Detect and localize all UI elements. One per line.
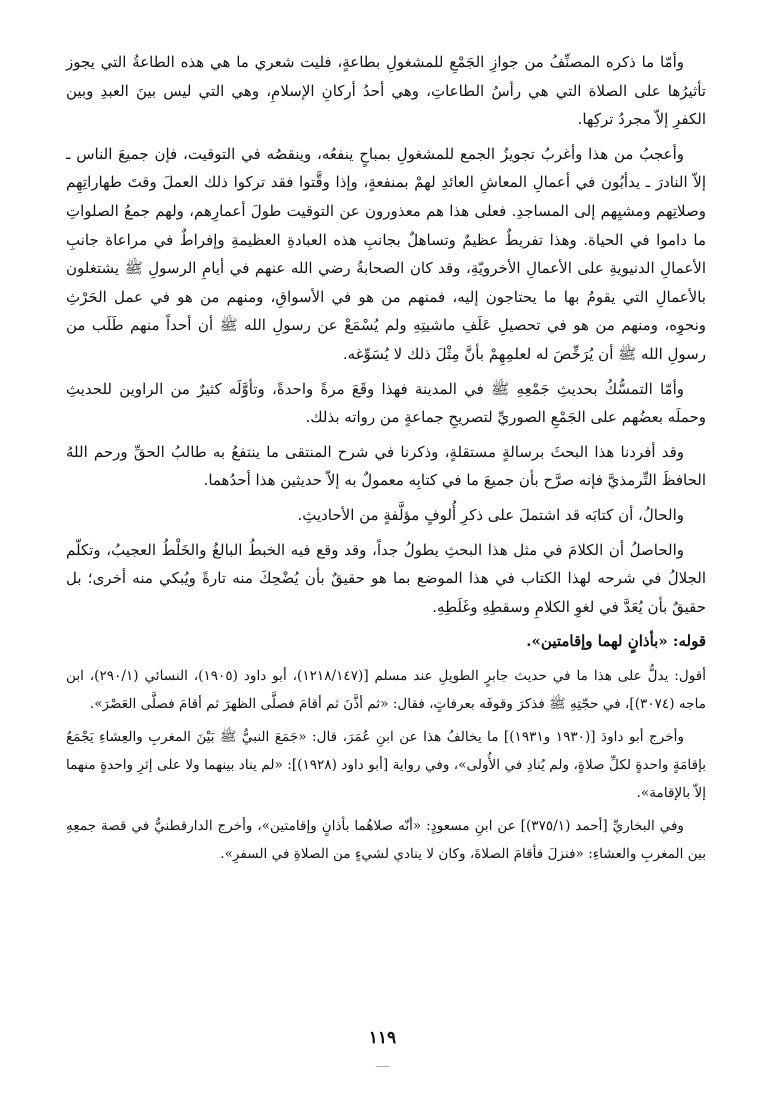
page-body bbox=[66, 48, 706, 873]
paragraph-3: وأمّا التمسُّكُ بحديثِ جَمْعِهِ ﷺ في المدينة فهذا وقَعَ مرةً واحدةً، وتأوَّلَه كثيرٌ من الراوين للحديثِ وحملَه بعضُهم على الجَمْعِ الصوريِّ لتصريحِ جماعةٍ من رواته بذلك. bbox=[66, 379, 706, 427]
page-number: ١١٩ bbox=[368, 1028, 397, 1048]
note-paragraph-3: وفي البخاريِّ [أحمد (٣٧٥/١)] عن ابنِ مسعودٍ: «أنّه صلاهُما بأذانٍ وإقامتين»، وأخرج الدارقطنيُّ في قصة جمعِهِ بين المغربِ والعشاءِ: «فنزلَ فأقامَ الصلاةَ، وكان لا ينادي لشيءٍ من الصلاةِ في السفرِ». bbox=[66, 817, 706, 862]
paragraph-5: والحالُ، أن كتابَه قد اشتملَ على ذكرِ أُلوفٍ مؤلَّفةٍ من الأحاديثِ. bbox=[297, 505, 684, 524]
note-paragraph-1: أقول: يدلُّ على هذا ما في حديث جابرٍ الطويلِ عند مسلم [(١٢١٨/١٤٧)، أبو داود (١٩٠٥)، النسائي (٢٩٠/١)، ابن ماجه (٣٠٧٤)]، في حجّتِهِ ﷺ فذكرَ وقوفَه بعرفاتٍ، فقال: «ثم أذَّنَ ثم أقامَ فصلَّى الظهرَ ثم أقامَ فصلَّى العَصْرَ». bbox=[66, 667, 707, 712]
paragraph-2: وأعجبُ من هذا وأغربُ تجويزُ الجمع للمشغولِ بمباحٍ ينفعُه، وينقصُه في التوقيت، فإن جميعَ الناس ـ إلاّ النادرَ ـ يدأبُون في أعمالِ المعاشِ العائدِ لهمْ بمنفعةٍ، وإذا وقَّتوا فقد تركوا ذلك العملَ وقتَ طهاراتِهِم وصلاتِهم ومشيِهم إلى المساجدِ. فعلى هذا هم معذورون عن التوقيت طولَ أعمارِهم، ولهم جمعُ الصلواتِ ما داموا في الحياة. وهذا تفريطٌ عظيمٌ وتساهلٌ بجانبِ هذه العبادةِ العظيمةِ وإفراطٌ في مراعاة جانبِ الأعمالِ الدنيويةِ على الأعمالِ الأخرويّةِ، وقد كان الصحابةُ رضي الله عنهم في أيامِ الرسولِ ﷺ يشتغلون بالأعمالِ التي يقومُ بها ما يحتاجون إليه، فمنهم من هو في الأسواقِ، ومنهم من هو في عمل الحَرْثِ ونحوِه، ومنهم من هو في تحصيلِ عَلَفِ ماشيتِهِ ولم يُسْمَعْ عن رسولِ الله ﷺ أن أحداً منهم طَلَب من رسولِ الله ﷺ أن يُرَخِّصَ له لعلمِهِمْ بأنَّ مِثْلَ ذلك لا يُسَوِّغه. bbox=[66, 144, 706, 363]
note-paragraph-2: وأخرج أبو داودَ [(١٩٣٠ و١٩٣١)] ما يخالفُ هذا عن ابنِ عُمَرَ، قال: «جَمَعَ النبيُّ ﷺ بَيْنَ المغربِ والعِشاءِ يَجْمَعُ بإقامَةٍ واحدةٍ لكلِّ صلاةٍ، ولم يُنادِ في الأُولى»، وفي رواية [أبو داود (١٩٢٨)]: «لم يناد بينهما ولا على إثرِ واحدةٍ منهما إلاّ بالإقامة». bbox=[66, 728, 706, 801]
section-heading: قوله: «بأذانٍ لهما وإقامتين». bbox=[526, 632, 706, 651]
paragraph-6: والحاصلُ أن الكلامَ في مثل هذا البحثِ يطولُ جداً، وقد وقع فيه الخبطُ البالغُ والخَلْطُ العجيبُ، وتكلّم الجلالُ في شرحه لهذا الكتاب في هذا الموضع بما هو حقيقٌ بأن يُضْحِكَ منه تارةً ويُبكي منه أخرى؛ بل حقيقٌ بأن يُعَدَّ في لغوِ الكلامِ وسقطِهِ وغَلَطِهِ. bbox=[66, 540, 706, 616]
paragraph-1: وأمّا ما ذكره المصنِّفُ من جوازِ الجَمْعِ للمشغولِ بطاعةٍ، فليت شعري ما هي هذه الطاعةُ التي يجوز تأثيرُها على الصلاة التي هي رأسُ الطاعاتِ، وهي أحدُ أركانِ الإسلامِ، وهي التي ليس بينَ العبدِ وبين الكفرِ إلاّ مجردُ تركِها. bbox=[66, 53, 706, 129]
footer-mark: ـــــ bbox=[375, 1060, 390, 1070]
paragraph-4: وقد أفردنا هذا البحثَ برسالةٍ مستقلةٍ، وذكرنا في شرح المنتقى ما ينتفعُ به طالبُ الحقِّ ورحم اللهُ الحافظَ التِّرمذيَّ فإنه صرَّح بأن جميعَ ما في كتابِه معمولٌ به إلاّ حديثين هذا أحدُهما. bbox=[66, 442, 706, 490]
